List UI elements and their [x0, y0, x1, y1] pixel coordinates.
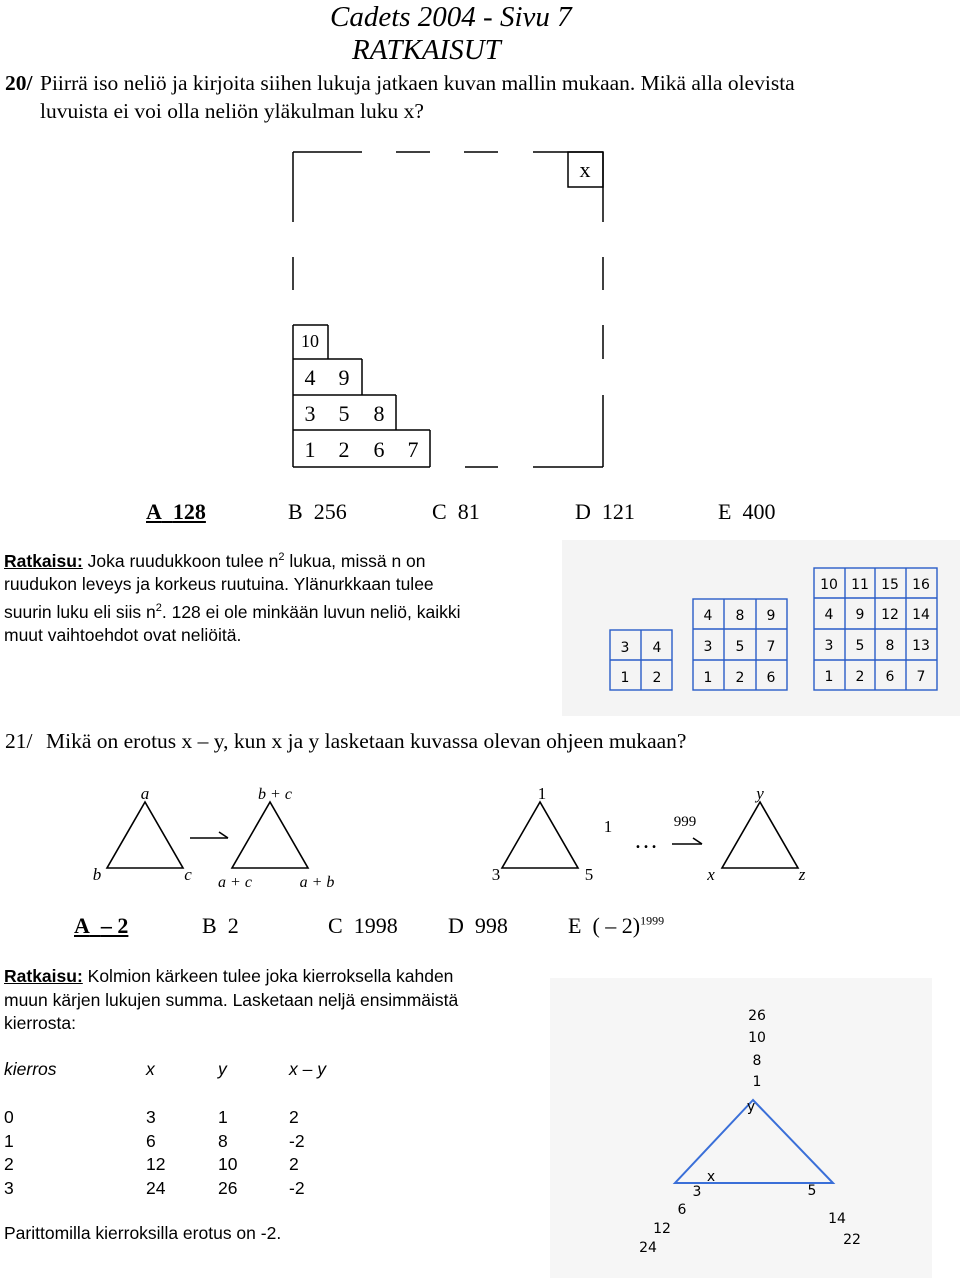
q21-option-b: B 2 [202, 913, 239, 938]
grid-cell: 3 [620, 640, 630, 656]
t1-right: c [184, 865, 192, 884]
top-value: 10 [748, 1030, 766, 1046]
solution-label: Ratkaisu: [4, 966, 83, 986]
triangle-rule-diagram [80, 780, 840, 900]
grid-cell: 1 [824, 669, 834, 685]
q20-text-line2: luvuista ei voi olla neliön yläkulman luku x? [40, 99, 424, 123]
grid-cell: 5 [855, 638, 865, 654]
right-value: 14 [828, 1211, 846, 1227]
iteration-count: 999 [673, 814, 697, 830]
vertex-y: y [746, 1099, 756, 1115]
grid-cell: 15 [881, 577, 899, 593]
t3-top: 1 [537, 784, 547, 803]
grid-cell: 7 [916, 669, 926, 685]
t1-left: b [92, 865, 102, 884]
t2-top: b + c [258, 786, 292, 803]
grid-cell: 2 [338, 437, 350, 462]
table-header: y [218, 1059, 227, 1079]
t4-right: z [798, 865, 806, 884]
grid-cell: 8 [735, 608, 745, 624]
q21-option-c: C 1998 [328, 913, 398, 938]
grid-cell: 4 [304, 365, 316, 390]
t3-right: 5 [584, 865, 594, 884]
left-value: 6 [677, 1202, 687, 1218]
grid-cell: 2 [855, 669, 865, 685]
q20-text-line1: Piirrä iso neliö ja kirjoita siihen lukuja jatkaen kuvan mallin mukaan. Mikä alla olevista [40, 71, 795, 95]
grid-cell: 16 [912, 577, 930, 593]
q20-number: 20/ [5, 71, 33, 95]
t1-top: a [140, 784, 150, 803]
q21-option-e: E ( – 2)$^{1999}$ [568, 913, 665, 938]
grid-cell: 8 [373, 401, 385, 426]
grid-cell: 9 [766, 608, 776, 624]
grid-cell: 10 [301, 331, 319, 351]
q20-option-a: A 128 [146, 499, 206, 524]
grid-cell: 6 [373, 437, 385, 462]
t3-left: 3 [491, 865, 501, 884]
q20-option-b: B 256 [288, 499, 347, 524]
right-value: 5 [807, 1183, 817, 1199]
mid-one: 1 [603, 817, 613, 836]
grid-cell: 9 [855, 607, 865, 623]
top-value: 26 [748, 1008, 766, 1024]
q21-option-a: A – 2 [74, 913, 129, 938]
grid-cell: 6 [885, 669, 895, 685]
grid-cell: 4 [652, 640, 662, 656]
t2-left: a + c [218, 874, 252, 891]
q21-solution: Ratkaisu: Kolmion kärkeen tulee joka kierroksella kahden muun kärjen lukujen summa. Lasketaan neljä ensimmäistä kierrosta: [4, 966, 459, 1033]
q21-number: 21/ [5, 729, 33, 753]
grid-cell: 4 [703, 608, 713, 624]
q20-option-c: C 81 [432, 499, 480, 524]
solution-grids [562, 540, 960, 716]
grid-cell: 1 [703, 670, 713, 686]
grid-cell: 10 [820, 577, 838, 593]
grid-cell: 11 [851, 577, 869, 593]
grid-cell: 8 [885, 638, 895, 654]
vertex-x: x [706, 1169, 716, 1185]
corner-label-x: x [579, 157, 591, 182]
grid-cell: 1 [304, 437, 316, 462]
big-square-figure [280, 140, 620, 480]
grid-cell: 3 [824, 638, 834, 654]
grid-cell: 5 [735, 639, 745, 655]
grid-cell: 6 [766, 670, 776, 686]
q21-conclusion: Parittomilla kierroksilla erotus on -2. [4, 1223, 282, 1243]
top-value: 8 [752, 1053, 762, 1069]
right-value: 22 [843, 1232, 861, 1248]
q20-solution: Ratkaisu: Joka ruudukkoon tulee $n^2$ lukua, missä n on ruudukon leveys ja korkeus ruutuina. Ylänurkkaan tulee suurin luku eli siis $n^2$. 128 ei ole minkään luvun neliö, kaikki muut vaihtoehdot ovat neliöitä. [4, 550, 461, 646]
left-value: 12 [653, 1221, 671, 1237]
page-subtitle: RATKAISUT [352, 34, 501, 66]
ellipsis: … [634, 828, 658, 854]
top-value: 1 [752, 1074, 762, 1090]
left-value: 24 [639, 1240, 657, 1256]
grid-cell: 4 [824, 607, 834, 623]
left-value: 3 [692, 1184, 702, 1200]
t4-top: y [756, 784, 764, 803]
grid-cell: 3 [703, 639, 713, 655]
grid-cell: 2 [735, 670, 745, 686]
grid-cell: 12 [881, 607, 899, 623]
q21-text: Mikä on erotus x – y, kun x ja y lasketaan kuvassa olevan ohjeen mukaan? [46, 729, 687, 753]
grid-cell: 1 [620, 670, 630, 686]
q20-option-d: D 121 [575, 499, 635, 524]
grid-cell: 7 [766, 639, 776, 655]
table-header: kierros [4, 1059, 57, 1079]
grid-cell: 9 [338, 365, 350, 390]
grid-cell: 14 [912, 607, 930, 623]
table-header: x [146, 1059, 155, 1079]
table-header: x – y [289, 1059, 326, 1079]
grid-cell: 5 [338, 401, 350, 426]
grid-cell: 7 [407, 437, 419, 462]
t4-left: x [707, 865, 715, 884]
grid-cell: 2 [652, 670, 662, 686]
t2-right: a + b [299, 874, 335, 891]
solution-label: Ratkaisu: [4, 550, 83, 571]
handwritten-triangle [550, 978, 932, 1278]
q21-option-d: D 998 [448, 913, 508, 938]
page-title: Cadets 2004 - Sivu 7 [330, 1, 572, 33]
q20-option-e: E 400 [718, 499, 776, 524]
grid-cell: 13 [912, 638, 930, 654]
grid-cell: 3 [304, 401, 316, 426]
